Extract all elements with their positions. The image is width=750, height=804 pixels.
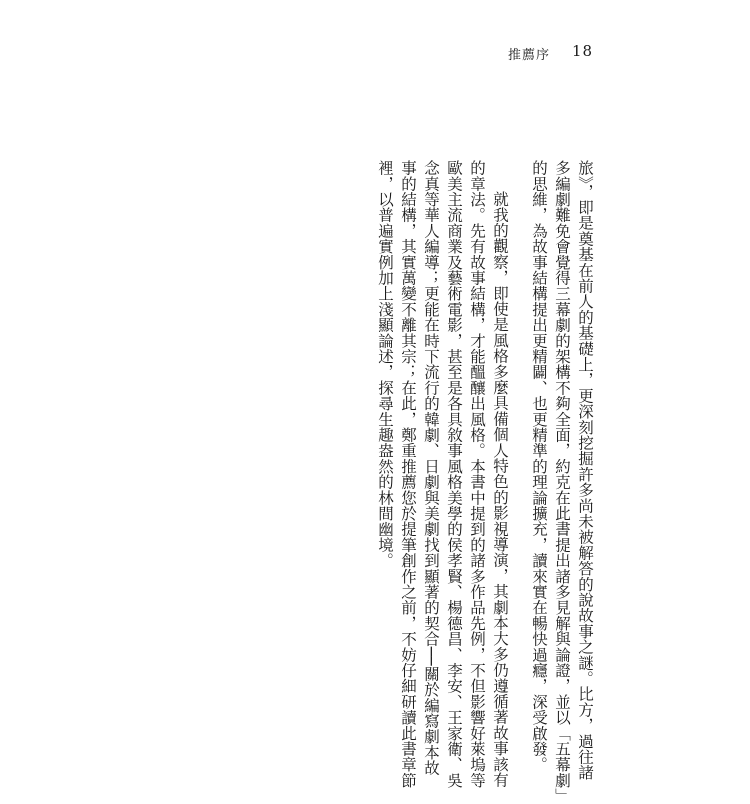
text-column-4-text: 就我的觀察，即使是風格多麼具備個人特色的影視導演，其劇本大多仍遵循著故事該有 — [491, 191, 509, 788]
text-column-6: 歐美主流商業及藝術電影，甚至是各具敘事風格美學的侯孝賢、楊德昌、李安、王家衛、吳 — [445, 160, 463, 788]
page-number: 18 — [572, 42, 594, 60]
running-head: 推薦序 — [508, 48, 551, 63]
text-column-5: 的章法。先有故事結構，才能醞釀出風格。本書中提到的諸多作品先例，不但影響好萊塢等 — [468, 160, 486, 788]
text-column-1: 旅》，即是奠基在前人的基礎上，更深刻挖掘許多尚未被解答的說故事之謎。比方，過往諸 — [576, 160, 594, 781]
text-column-2: 多編劇難免會覺得三幕劇的架構不夠全面，約克在此書提出諸多見解與論證，並以「五幕劇」 — [553, 160, 571, 804]
text-column-8: 事的結構，其實萬變不離其宗；在此，鄭重推薦您於提筆創作之前，不妨仔細研讀此書章節 — [399, 160, 417, 788]
text-column-3: 的思維，為故事結構提出更精闢、也更精準的理論擴充，讀來實在暢快過癮，深受啟發。 — [530, 160, 548, 773]
text-column-9: 裡，以普遍實例加上淺顯論述，探尋生趣盎然的林間幽境。 — [376, 160, 394, 569]
text-column-4 — [490, 160, 510, 788]
text-column-7: 念真等華人編導；更能在時下流行的韓劇、日劇與美劇找到顯著的契合──關於編寫劇本故 — [422, 160, 440, 776]
